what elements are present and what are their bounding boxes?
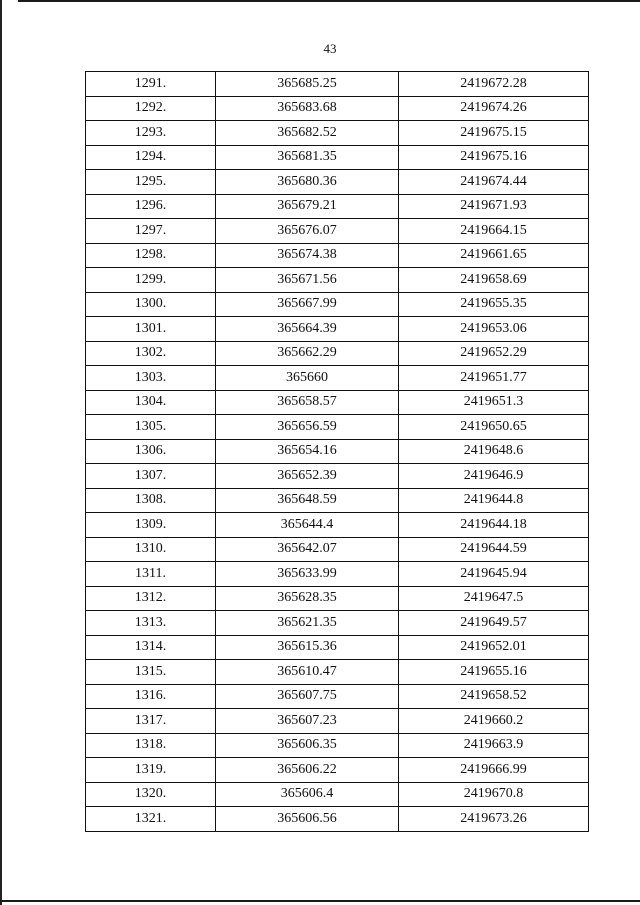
y-coordinate-cell: 2419658.69 <box>399 268 589 293</box>
y-coordinate-cell: 2419661.65 <box>399 243 589 268</box>
y-coordinate-cell: 2419664.15 <box>399 219 589 244</box>
point-number-cell: 1294. <box>86 145 216 170</box>
scan-edge-left <box>0 0 2 905</box>
x-coordinate-cell: 365662.29 <box>216 341 399 366</box>
point-number-cell: 1307. <box>86 464 216 489</box>
table-row <box>86 537 589 562</box>
table-row <box>86 635 589 660</box>
x-coordinate-cell: 365683.68 <box>216 96 399 121</box>
table-row <box>86 194 589 219</box>
x-coordinate-cell: 365642.07 <box>216 537 399 562</box>
point-number-cell: 1292. <box>86 96 216 121</box>
table-row <box>86 660 589 685</box>
x-coordinate-cell: 365680.36 <box>216 170 399 195</box>
y-coordinate-cell: 2419666.99 <box>399 758 589 783</box>
table-row <box>86 268 589 293</box>
table-row <box>86 562 589 587</box>
coordinates-table-body <box>86 72 589 832</box>
scan-edge-bottom <box>0 900 640 902</box>
point-number-cell: 1302. <box>86 341 216 366</box>
y-coordinate-cell: 2419647.5 <box>399 586 589 611</box>
x-coordinate-cell: 365667.99 <box>216 292 399 317</box>
x-coordinate-cell: 365606.56 <box>216 807 399 832</box>
table-row <box>86 96 589 121</box>
point-number-cell: 1299. <box>86 268 216 293</box>
x-coordinate-cell: 365644.4 <box>216 513 399 538</box>
point-number-cell: 1303. <box>86 366 216 391</box>
table-row <box>86 709 589 734</box>
point-number-cell: 1312. <box>86 586 216 611</box>
x-coordinate-cell: 365664.39 <box>216 317 399 342</box>
point-number-cell: 1311. <box>86 562 216 587</box>
y-coordinate-cell: 2419652.29 <box>399 341 589 366</box>
point-number-cell: 1314. <box>86 635 216 660</box>
coordinates-table <box>85 71 589 832</box>
x-coordinate-cell: 365633.99 <box>216 562 399 587</box>
point-number-cell: 1297. <box>86 219 216 244</box>
point-number-cell: 1319. <box>86 758 216 783</box>
x-coordinate-cell: 365660 <box>216 366 399 391</box>
point-number-cell: 1293. <box>86 121 216 146</box>
y-coordinate-cell: 2419648.6 <box>399 439 589 464</box>
table-row <box>86 170 589 195</box>
point-number-cell: 1318. <box>86 733 216 758</box>
y-coordinate-cell: 2419674.26 <box>399 96 589 121</box>
point-number-cell: 1316. <box>86 684 216 709</box>
x-coordinate-cell: 365671.56 <box>216 268 399 293</box>
y-coordinate-cell: 2419675.15 <box>399 121 589 146</box>
y-coordinate-cell: 2419653.06 <box>399 317 589 342</box>
point-number-cell: 1291. <box>86 72 216 97</box>
point-number-cell: 1317. <box>86 709 216 734</box>
table-row <box>86 464 589 489</box>
point-number-cell: 1313. <box>86 611 216 636</box>
table-row <box>86 488 589 513</box>
y-coordinate-cell: 2419649.57 <box>399 611 589 636</box>
x-coordinate-cell: 365654.16 <box>216 439 399 464</box>
point-number-cell: 1300. <box>86 292 216 317</box>
point-number-cell: 1304. <box>86 390 216 415</box>
x-coordinate-cell: 365682.52 <box>216 121 399 146</box>
table-row <box>86 72 589 97</box>
table-row <box>86 219 589 244</box>
point-number-cell: 1320. <box>86 782 216 807</box>
table-row <box>86 758 589 783</box>
table-row <box>86 611 589 636</box>
y-coordinate-cell: 2419674.44 <box>399 170 589 195</box>
table-row <box>86 341 589 366</box>
x-coordinate-cell: 365679.21 <box>216 194 399 219</box>
point-number-cell: 1296. <box>86 194 216 219</box>
x-coordinate-cell: 365648.59 <box>216 488 399 513</box>
y-coordinate-cell: 2419650.65 <box>399 415 589 440</box>
y-coordinate-cell: 2419675.16 <box>399 145 589 170</box>
y-coordinate-cell: 2419644.8 <box>399 488 589 513</box>
table-row <box>86 684 589 709</box>
x-coordinate-cell: 365607.75 <box>216 684 399 709</box>
table-row <box>86 145 589 170</box>
y-coordinate-cell: 2419651.3 <box>399 390 589 415</box>
x-coordinate-cell: 365652.39 <box>216 464 399 489</box>
y-coordinate-cell: 2419663.9 <box>399 733 589 758</box>
table-row <box>86 513 589 538</box>
y-coordinate-cell: 2419660.2 <box>399 709 589 734</box>
point-number-cell: 1306. <box>86 439 216 464</box>
y-coordinate-cell: 2419672.28 <box>399 72 589 97</box>
table-row <box>86 807 589 832</box>
point-number-cell: 1309. <box>86 513 216 538</box>
y-coordinate-cell: 2419644.18 <box>399 513 589 538</box>
y-coordinate-cell: 2419644.59 <box>399 537 589 562</box>
table-row <box>86 782 589 807</box>
y-coordinate-cell: 2419651.77 <box>399 366 589 391</box>
table-row <box>86 586 589 611</box>
x-coordinate-cell: 365628.35 <box>216 586 399 611</box>
x-coordinate-cell: 365606.4 <box>216 782 399 807</box>
table-row <box>86 121 589 146</box>
y-coordinate-cell: 2419646.9 <box>399 464 589 489</box>
x-coordinate-cell: 365610.47 <box>216 660 399 685</box>
point-number-cell: 1315. <box>86 660 216 685</box>
y-coordinate-cell: 2419652.01 <box>399 635 589 660</box>
table-row <box>86 439 589 464</box>
table-row <box>86 292 589 317</box>
y-coordinate-cell: 2419670.8 <box>399 782 589 807</box>
table-row <box>86 366 589 391</box>
table-row <box>86 317 589 342</box>
x-coordinate-cell: 365674.38 <box>216 243 399 268</box>
point-number-cell: 1298. <box>86 243 216 268</box>
page-number: 43 <box>323 41 337 56</box>
point-number-cell: 1295. <box>86 170 216 195</box>
y-coordinate-cell: 2419645.94 <box>399 562 589 587</box>
table-row <box>86 390 589 415</box>
x-coordinate-cell: 365676.07 <box>216 219 399 244</box>
y-coordinate-cell: 2419671.93 <box>399 194 589 219</box>
point-number-cell: 1321. <box>86 807 216 832</box>
table-row <box>86 733 589 758</box>
x-coordinate-cell: 365607.23 <box>216 709 399 734</box>
x-coordinate-cell: 365656.59 <box>216 415 399 440</box>
point-number-cell: 1308. <box>86 488 216 513</box>
x-coordinate-cell: 365658.57 <box>216 390 399 415</box>
point-number-cell: 1310. <box>86 537 216 562</box>
x-coordinate-cell: 365606.35 <box>216 733 399 758</box>
point-number-cell: 1301. <box>86 317 216 342</box>
x-coordinate-cell: 365606.22 <box>216 758 399 783</box>
y-coordinate-cell: 2419658.52 <box>399 684 589 709</box>
table-row <box>86 243 589 268</box>
y-coordinate-cell: 2419655.35 <box>399 292 589 317</box>
x-coordinate-cell: 365621.35 <box>216 611 399 636</box>
x-coordinate-cell: 365615.36 <box>216 635 399 660</box>
y-coordinate-cell: 2419655.16 <box>399 660 589 685</box>
x-coordinate-cell: 365681.35 <box>216 145 399 170</box>
table-row <box>86 415 589 440</box>
scan-edge-top <box>18 0 640 2</box>
x-coordinate-cell: 365685.25 <box>216 72 399 97</box>
y-coordinate-cell: 2419673.26 <box>399 807 589 832</box>
point-number-cell: 1305. <box>86 415 216 440</box>
